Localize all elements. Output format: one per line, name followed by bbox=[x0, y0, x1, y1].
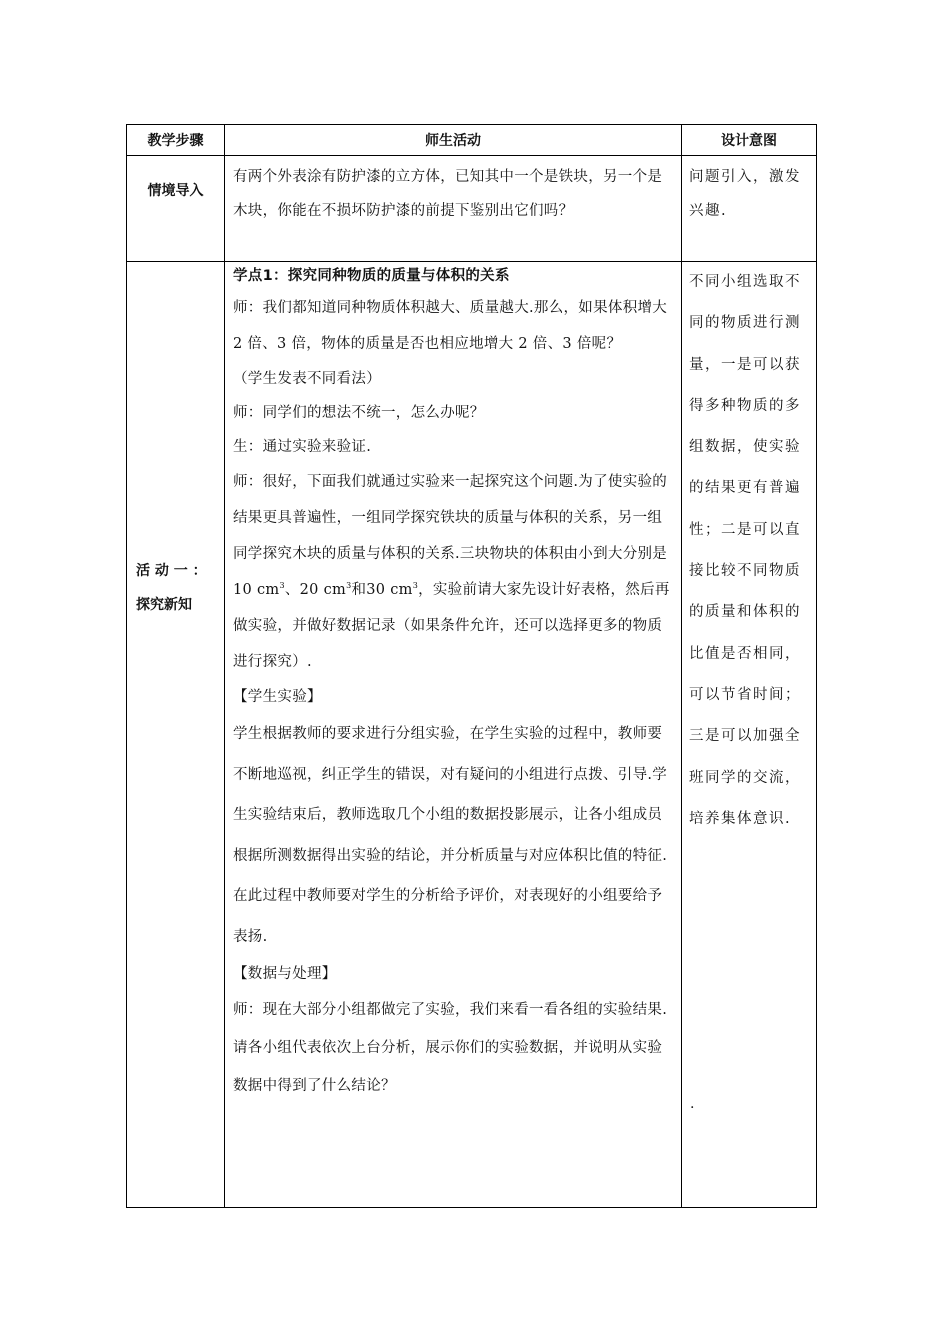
setup-text-b: 、20 cm bbox=[284, 582, 347, 598]
cubic-superscript: 3 bbox=[412, 581, 419, 591]
step-label-line1: 活 动 一 ： bbox=[136, 563, 207, 579]
activity-text-intro: 有两个外表涂有防护漆的立方体，已知其中一个是铁块，另一个是木块，你能在不损坏防护漆的前提下鉴别出它们吗？ bbox=[233, 169, 663, 219]
step-cell-activity-one bbox=[127, 262, 225, 1208]
intent-trailing-dot: . bbox=[690, 1096, 695, 1113]
header-activity: 师生活动 bbox=[225, 125, 682, 156]
subheading-student-experiment: 【学生实验】 bbox=[233, 689, 322, 705]
paragraph-teacher-how: 师：同学们的想法不统一，怎么办呢？ bbox=[233, 405, 485, 421]
cubic-superscript: 3 bbox=[279, 581, 285, 591]
paragraph-experiment-process: 学生根据教师的要求进行分组实验，在学生实验的过程中，教师要不断地巡视，纠正学生的错误，对有疑问的小组进行点拨、引导.学生实验结束后，教师选取几个小组的数据投影展示，让各小组成员根据所测数据得出实验的结论，并分析质量与对应体积比值的特征.在此过程中教师要对学生的分析给予评价，对表现好的小组要给予表扬. bbox=[233, 726, 668, 945]
header-row bbox=[127, 125, 817, 156]
intent-text-activity-one: 不同小组选取不同的物质进行测量，一是可以获得多种物质的多组数据，使实验的结果更有普遍性；二是可以直接比较不同物质的质量和体积的比值是否相同，可以节省时间；三是可以加强全班同学的交流，培养集体意识. bbox=[689, 274, 801, 827]
cubic-superscript: 3 bbox=[346, 581, 352, 591]
setup-text-d: ，实验前请大家先设计好表格，然后再做实验，并做好数据记录（如果条件允许，还可以选择更多的物质进行探究）. bbox=[233, 582, 670, 670]
header-intent: 设计意图 bbox=[682, 125, 817, 156]
lesson-plan-table bbox=[126, 124, 817, 1208]
subheading-data-processing: 【数据与处理】 bbox=[233, 966, 337, 982]
intent-text-intro: 问题引入，激发兴趣. bbox=[689, 169, 801, 219]
setup-text-c: 和30 cm bbox=[351, 582, 413, 598]
paragraph-student-views: （学生发表不同看法） bbox=[233, 371, 381, 387]
section-heading: 学点1：探究同种物质的质量与体积的关系 bbox=[233, 268, 510, 284]
intent-cell-activity-one bbox=[682, 262, 817, 1208]
row-activity-one bbox=[127, 262, 817, 1208]
paragraph-experiment-setup bbox=[233, 464, 675, 680]
activity-cell-intro bbox=[225, 156, 682, 262]
paragraph-student-answer: 生：通过实验来验证. bbox=[233, 439, 372, 455]
paragraph-data-presentation: 师：现在大部分小组都做完了实验，我们来看一看各组的实验结果.请各小组代表依次上台分析，展示你们的实验数据，并说明从实验数据中得到了什么结论？ bbox=[233, 1002, 668, 1094]
activity-cell-activity-one bbox=[225, 262, 682, 1208]
step-label-intro: 情境导入 bbox=[147, 183, 204, 199]
paragraph-teacher-question: 师：我们都知道同种物质体积越大、质量越大.那么，如果体积增大 2 倍、3 倍，物体的质量是否也相应地增大 2 倍、3 倍呢？ bbox=[233, 300, 668, 352]
step-label-line2: 探究新知 bbox=[136, 597, 192, 613]
setup-text-a: 师：很好，下面我们就通过实验来一起探究这个问题.为了使实验的结果更具普遍性，一组同学探究铁块的质量与体积的关系，另一组同学探究木块的质量与体积的关系.三块物块的体积由小到大分别是10 cm bbox=[233, 474, 668, 598]
step-cell-intro bbox=[127, 156, 225, 262]
row-intro bbox=[127, 156, 817, 262]
header-step: 教学步骤 bbox=[127, 125, 225, 156]
intent-cell-intro bbox=[682, 156, 817, 262]
